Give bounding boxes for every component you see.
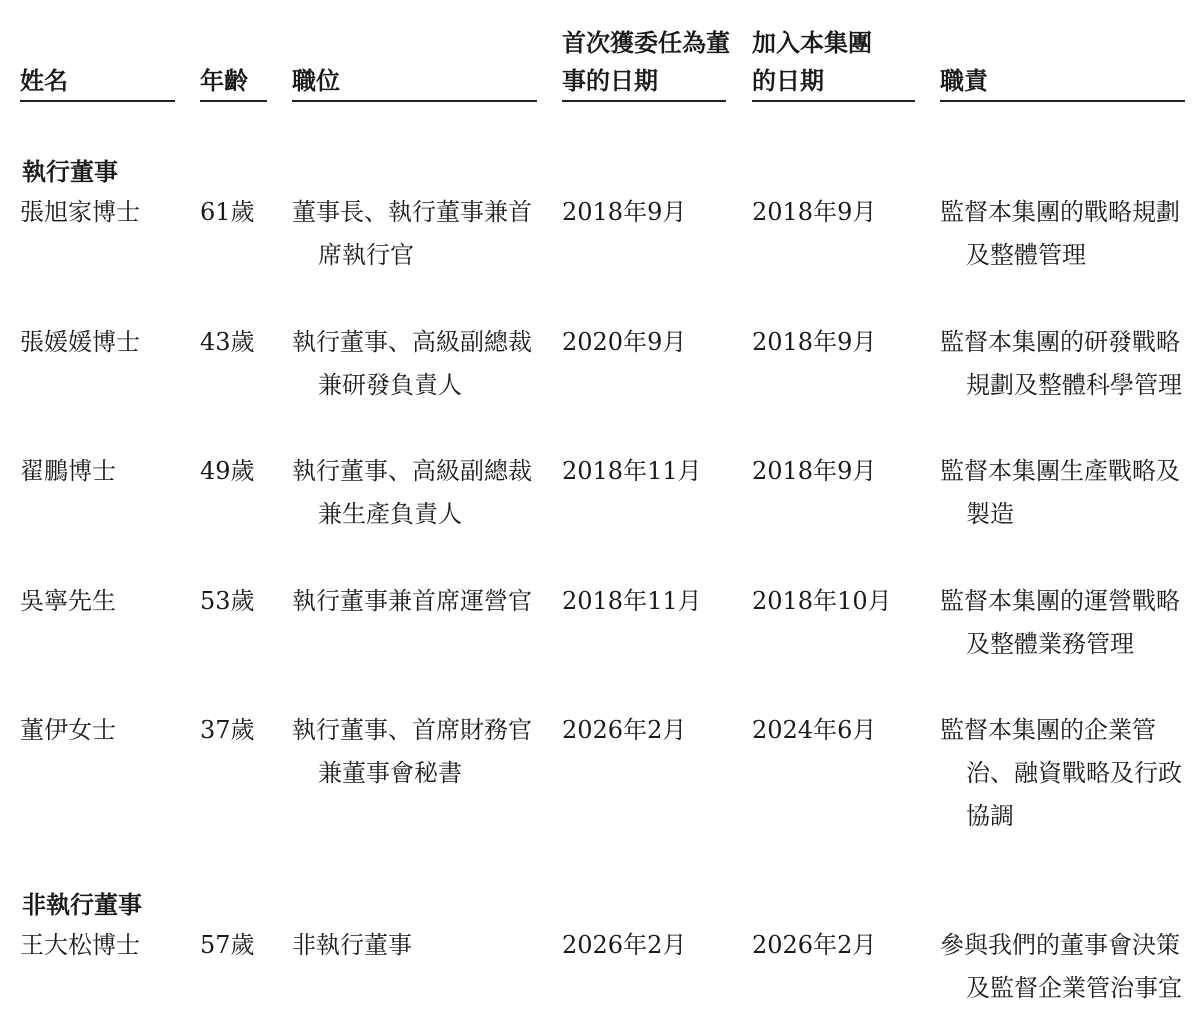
row-2-duties-line: 監督本集團的研發戰略 — [940, 328, 1180, 356]
row-4-joined: 2018年10月 — [752, 587, 892, 615]
row-4-name: 吳寧先生 — [20, 587, 116, 615]
header-duties-label: 職責 — [940, 66, 988, 95]
row-1-duties-line: 監督本集團的戰略規劃 — [940, 198, 1180, 226]
row-6-duties — [940, 924, 1182, 1010]
row-1-position — [292, 191, 532, 277]
row-3-duties-line: 監督本集團生產戰略及 — [940, 457, 1180, 485]
row-2-position — [292, 321, 532, 407]
row-5-duties-line: 協調 — [966, 802, 1014, 830]
row-5-name: 董伊女士 — [20, 716, 116, 744]
row-3-joined: 2018年9月 — [752, 457, 877, 485]
row-6-joined: 2026年2月 — [752, 931, 877, 959]
row-1-name: 張旭家博士 — [20, 198, 140, 226]
header-appointed-label-line2: 事的日期 — [562, 66, 658, 95]
row-4-position — [292, 580, 532, 623]
row-5-age: 37歲 — [200, 716, 255, 744]
header-position-label: 職位 — [292, 66, 340, 95]
header-name-label: 姓名 — [20, 66, 68, 95]
row-2-duties-line: 規劃及整體科學管理 — [966, 371, 1182, 399]
row-3-age: 49歲 — [200, 457, 255, 485]
row-3-position — [292, 450, 532, 536]
row-5-position — [292, 709, 532, 795]
row-3-duties — [940, 450, 1180, 536]
row-6-position-line: 非執行董事 — [292, 931, 412, 959]
row-4-age: 53歲 — [200, 587, 255, 615]
row-6-appointed: 2026年2月 — [562, 931, 687, 959]
header-joined-label-line2: 的日期 — [752, 66, 824, 95]
row-5-joined: 2024年6月 — [752, 716, 877, 744]
row-5-position-line: 兼董事會秘書 — [318, 759, 462, 787]
row-4-position-line: 執行董事兼首席運營官 — [292, 587, 532, 615]
row-1-duties — [940, 191, 1180, 277]
row-2-position-line: 執行董事、高級副總裁 — [292, 328, 532, 356]
header-position — [292, 62, 537, 102]
section-title-non-executive: 非執行董事 — [22, 890, 142, 919]
row-6-name: 王大松博士 — [20, 931, 140, 959]
row-6-position — [292, 924, 412, 967]
row-6-duties-line: 參與我們的董事會決策 — [940, 931, 1180, 959]
header-duties — [940, 62, 1185, 102]
row-3-position-line: 兼生產負責人 — [318, 500, 462, 528]
row-5-appointed: 2026年2月 — [562, 716, 687, 744]
row-5-duties-line: 監督本集團的企業管 — [940, 716, 1156, 744]
row-2-duties — [940, 321, 1182, 407]
row-2-position-line: 兼研發負責人 — [318, 371, 462, 399]
row-5-duties — [940, 709, 1182, 838]
row-3-appointed: 2018年11月 — [562, 457, 702, 485]
header-age — [200, 62, 267, 102]
header-appointed-date — [562, 24, 730, 102]
header-joined-date — [752, 24, 915, 102]
row-4-duties — [940, 580, 1180, 666]
row-4-appointed: 2018年11月 — [562, 587, 702, 615]
row-1-age: 61歲 — [200, 198, 255, 226]
section-title-executive: 執行董事 — [22, 157, 118, 186]
row-2-joined: 2018年9月 — [752, 328, 877, 356]
row-3-duties-line: 製造 — [966, 500, 1014, 528]
row-3-name: 翟鵬博士 — [20, 457, 116, 485]
row-2-age: 43歲 — [200, 328, 255, 356]
header-name — [20, 62, 175, 102]
row-1-joined: 2018年9月 — [752, 198, 877, 226]
header-joined-label-line1: 加入本集團 — [752, 28, 872, 57]
row-4-duties-line: 監督本集團的運營戰略 — [940, 587, 1180, 615]
row-6-duties-line: 及監督企業管治事宜 — [966, 974, 1182, 1002]
row-6-age: 57歲 — [200, 931, 255, 959]
header-age-label: 年齡 — [200, 66, 248, 95]
row-1-position-line: 董事長、執行董事兼首 — [292, 198, 532, 226]
header-appointed-label-line1: 首次獲委任為董 — [562, 28, 730, 57]
row-3-position-line: 執行董事、高級副總裁 — [292, 457, 532, 485]
row-1-position-line: 席執行官 — [318, 241, 414, 269]
row-2-name: 張媛媛博士 — [20, 328, 140, 356]
row-2-appointed: 2020年9月 — [562, 328, 687, 356]
row-5-position-line: 執行董事、首席財務官 — [292, 716, 532, 744]
row-1-duties-line: 及整體管理 — [966, 241, 1086, 269]
row-4-duties-line: 及整體業務管理 — [966, 630, 1134, 658]
row-5-duties-line: 治、融資戰略及行政 — [966, 759, 1182, 787]
row-1-appointed: 2018年9月 — [562, 198, 687, 226]
